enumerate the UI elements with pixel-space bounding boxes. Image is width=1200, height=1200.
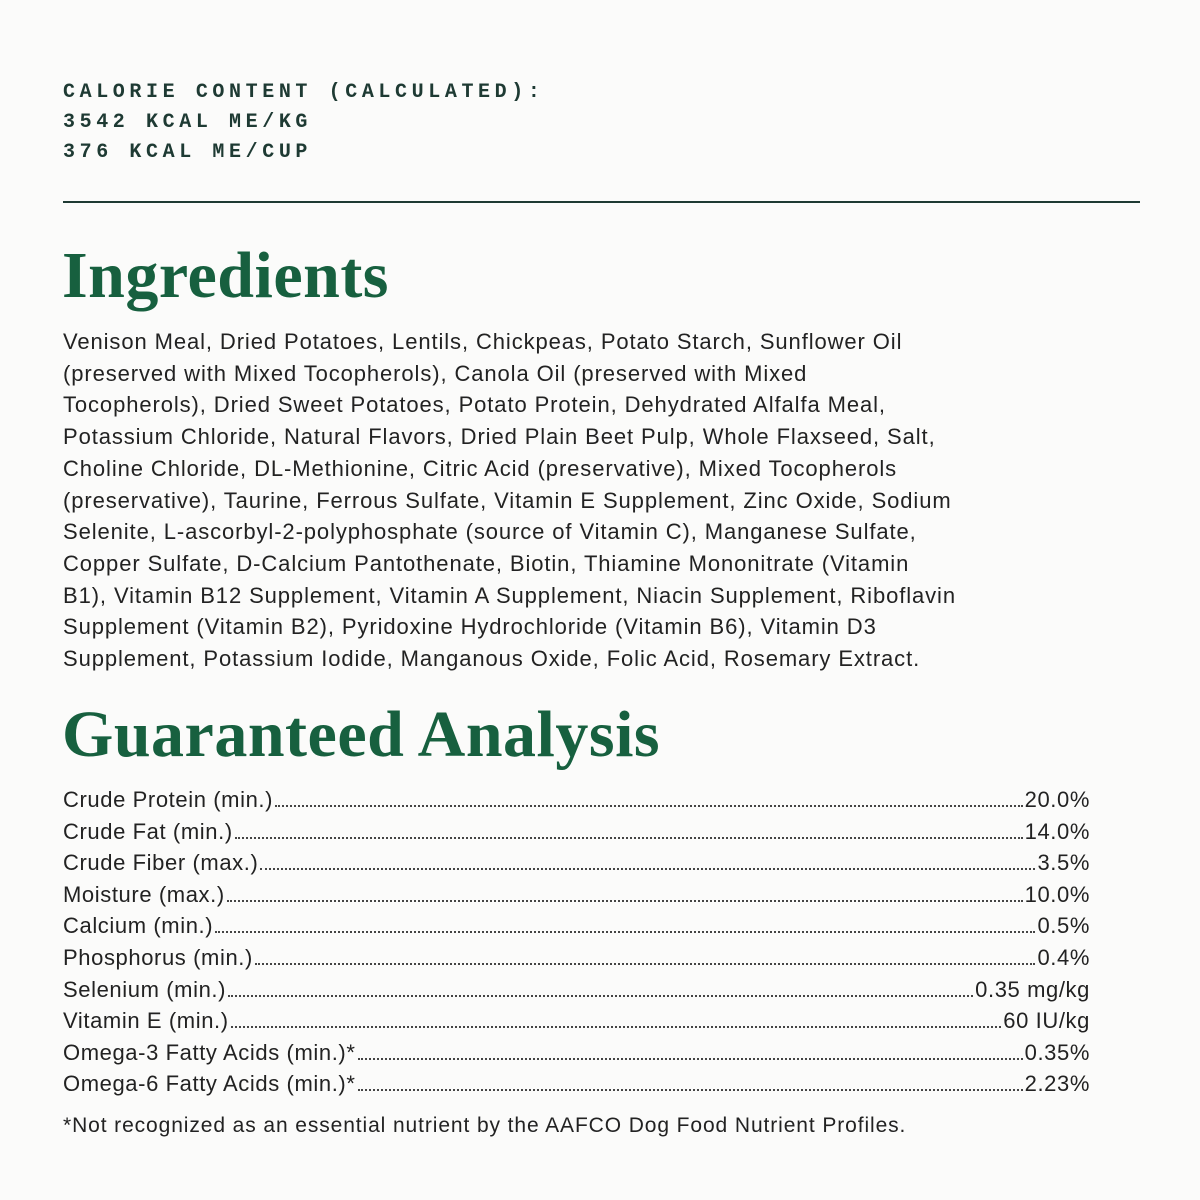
analysis-value: 0.4% — [1037, 944, 1090, 970]
ingredients-line: (preservative), Taurine, Ferrous Sulfate, Vitamin E Supplement, Zinc Oxide, Sodium — [63, 487, 952, 513]
ingredients-line: Choline Chloride, DL-Methionine, Citric Acid (preservative), Mixed Tocopherols — [63, 455, 898, 481]
dot-leader — [235, 837, 1023, 839]
analysis-label: Crude Fiber (max.) — [63, 850, 259, 876]
analysis-value: 14.0% — [1024, 818, 1090, 844]
guaranteed-analysis-table — [63, 784, 1090, 1100]
dot-leader — [260, 868, 1035, 870]
dot-leader — [215, 931, 1035, 933]
analysis-label: Selenium (min.) — [63, 976, 227, 1002]
analysis-row — [63, 1037, 1090, 1069]
dot-leader — [275, 805, 1023, 807]
dot-leader — [255, 963, 1036, 965]
analysis-value: 2.23% — [1024, 1071, 1090, 1097]
footnote: *Not recognized as an essential nutrient by the AAFCO Dog Food Nutrient Profiles. — [63, 1114, 907, 1137]
guaranteed-analysis-title: Guaranteed Analysis — [62, 698, 661, 771]
analysis-label: Omega-6 Fatty Acids (min.)* — [63, 1071, 356, 1097]
ingredients-line: Supplement (Vitamin B2), Pyridoxine Hydrochloride (Vitamin B6), Vitamin D3 — [63, 614, 877, 640]
ingredients-title: Ingredients — [62, 239, 389, 312]
ingredients-line: Selenite, L-ascorbyl-2-polyphosphate (source of Vitamin C), Manganese Sulfate, — [63, 519, 917, 545]
ingredients-line: Tocopherols), Dried Sweet Potatoes, Potato Protein, Dehydrated Alfalfa Meal, — [63, 392, 886, 418]
analysis-row — [63, 784, 1090, 816]
analysis-value: 3.5% — [1037, 850, 1090, 876]
ingredients-list — [63, 326, 956, 675]
analysis-label: Calcium (min.) — [63, 913, 214, 939]
ingredients-line: Potassium Chloride, Natural Flavors, Dried Plain Beet Pulp, Whole Flaxseed, Salt, — [63, 424, 936, 450]
analysis-label: Moisture (max.) — [63, 881, 225, 907]
analysis-label: Crude Protein (min.) — [63, 787, 274, 812]
analysis-row — [63, 910, 1090, 942]
ingredients-line: B1), Vitamin B12 Supplement, Vitamin A Supplement, Niacin Supplement, Riboflavin — [63, 582, 956, 608]
calorie-per-cup: 376 KCAL ME/CUP — [63, 141, 313, 164]
analysis-label: Crude Fat (min.) — [63, 818, 233, 844]
ingredients-line: (preserved with Mixed Tocopherols), Canola Oil (preserved with Mixed — [63, 360, 808, 386]
analysis-row — [63, 942, 1090, 974]
ingredients-line: Venison Meal, Dried Potatoes, Lentils, Chickpeas, Potato Starch, Sunflower Oil — [63, 329, 903, 354]
section-divider — [63, 201, 1140, 203]
dot-leader — [228, 995, 973, 997]
analysis-value: 20.0% — [1024, 787, 1090, 812]
analysis-label: Phosphorus (min.) — [63, 944, 253, 970]
analysis-row — [63, 847, 1090, 879]
analysis-row — [63, 816, 1090, 848]
dot-leader — [358, 1058, 1023, 1060]
analysis-value: 0.5% — [1037, 913, 1090, 939]
ingredients-line: Copper Sulfate, D-Calcium Pantothenate, Biotin, Thiamine Mononitrate (Vitamin — [63, 550, 910, 576]
analysis-row — [63, 1068, 1090, 1100]
calorie-heading: CALORIE CONTENT (CALCULATED): — [63, 81, 545, 104]
analysis-row — [63, 1005, 1090, 1037]
analysis-label: Omega-3 Fatty Acids (min.)* — [63, 1039, 356, 1065]
analysis-row — [63, 879, 1090, 911]
calorie-per-kg: 3542 KCAL ME/KG — [63, 111, 313, 134]
dot-leader — [358, 1089, 1023, 1091]
analysis-value: 0.35% — [1024, 1039, 1090, 1065]
analysis-label: Vitamin E (min.) — [63, 1008, 229, 1034]
analysis-value: 10.0% — [1024, 881, 1090, 907]
analysis-value: 60 IU/kg — [1003, 1008, 1090, 1034]
analysis-row — [63, 974, 1090, 1006]
dot-leader — [227, 900, 1023, 902]
calorie-content — [63, 78, 544, 168]
analysis-value: 0.35 mg/kg — [975, 976, 1090, 1002]
dot-leader — [231, 1026, 1002, 1028]
ingredients-line: Supplement, Potassium Iodide, Manganous Oxide, Folic Acid, Rosemary Extract. — [63, 646, 921, 672]
